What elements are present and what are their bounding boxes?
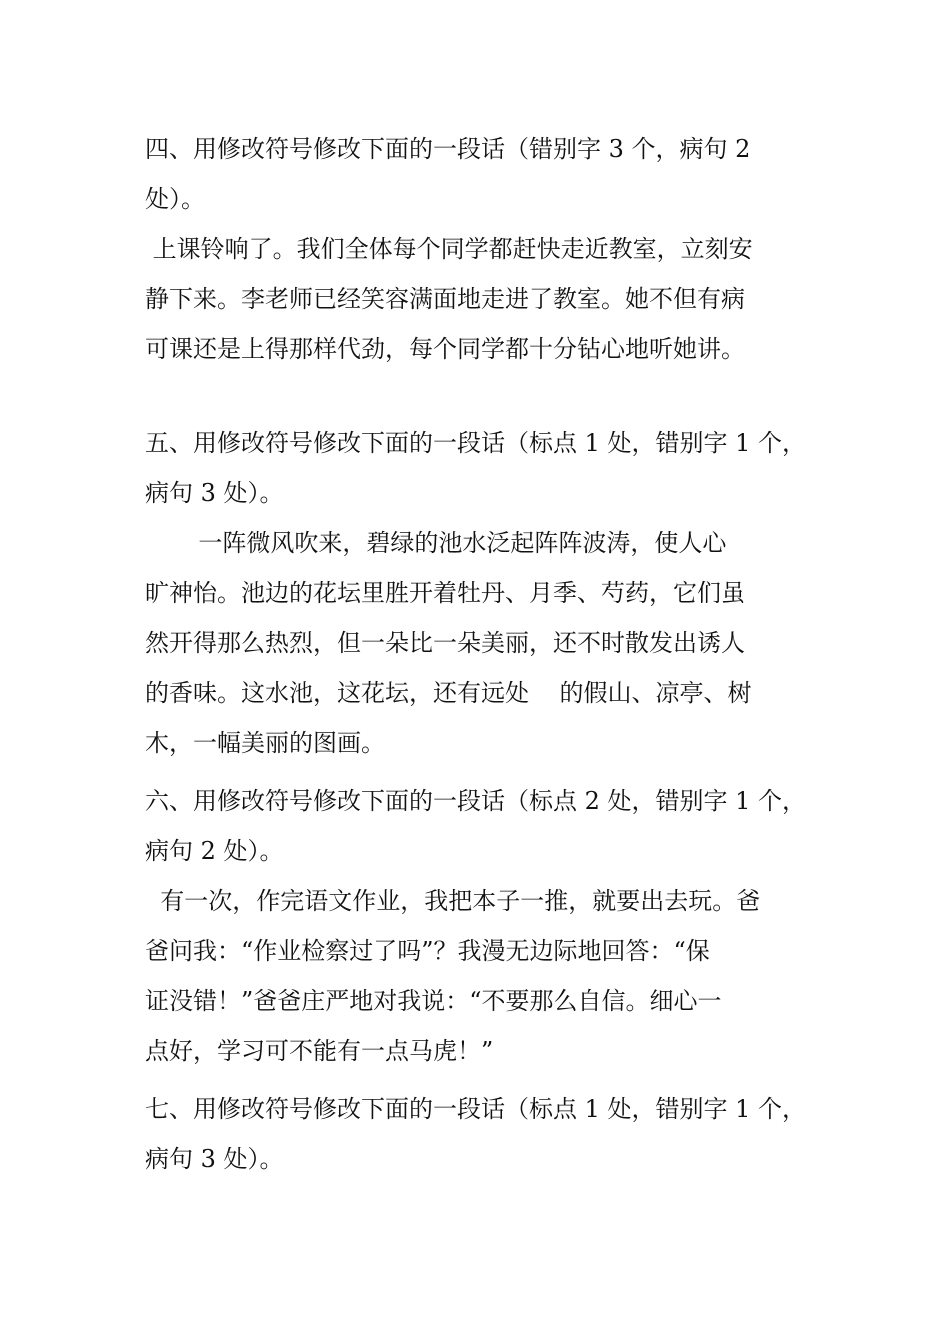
section-6-body-line-2: 爸问我：“作业检察过了吗”？我漫无边际地回答：“保 [145,937,710,965]
document-page [145,124,815,1184]
section-5-body-line-5: 木，一幅美丽的图画。 [145,729,385,757]
section-7-heading-line-2: 病句 3 处）。 [145,1145,284,1173]
section-5-body-line-2: 旷神怡。池边的花坛里胜开着牡丹、月季、芍药，它们虽 [145,579,745,607]
section-4-body-line-2: 静下来。李老师已经笑容满面地走进了教室。她不但有病 [145,285,745,313]
spacer [145,1076,815,1084]
section-6-body-line-3: 证没错！”爸爸庄严地对我说：“不要那么自信。细心一 [145,987,722,1015]
section-4-body-line-3: 可课还是上得那样代劲，每个同学都十分钻心地听她讲。 [145,335,745,363]
section-6-heading-line-1: 六、用修改符号修改下面的一段话（标点 2 处，错别字 1 个， [145,787,807,815]
section-7 [145,1084,815,1184]
section-4 [145,124,815,374]
section-6-body-line-4: 点好，学习可不能有一点马虎！” [145,1037,494,1065]
section-5-heading-line-2: 病句 3 处）。 [145,479,284,507]
section-5-body-line-4: 的香味。这水池，这花坛，还有远处 的假山、凉亭、树 [145,679,752,707]
section-4-body-line-1: 上课铃响了。我们全体每个同学都赶快走近教室，立刻安 [145,235,753,263]
section-6 [145,776,815,1076]
section-5-body-line-3: 然开得那么热烈，但一朵比一朵美丽，还不时散发出诱人 [145,629,745,657]
section-5 [145,418,815,768]
section-5-body-line-1: 一阵微风吹来，碧绿的池水泛起阵阵波涛，使人心 [145,529,727,557]
section-4-heading-line-2: 处）。 [145,185,205,213]
spacer [145,768,815,776]
section-5-heading-line-1: 五、用修改符号修改下面的一段话（标点 1 处，错别字 1 个， [145,429,807,457]
section-6-body-line-1: 有一次，作完语文作业，我把本子一推，就要出去玩。爸 [145,887,761,915]
spacer [145,374,815,418]
section-4-heading-line-1: 四、用修改符号修改下面的一段话（错别字 3 个，病句 2 [145,135,751,163]
section-6-heading-line-2: 病句 2 处）。 [145,837,284,865]
section-7-heading-line-1: 七、用修改符号修改下面的一段话（标点 1 处，错别字 1 个， [145,1095,807,1123]
